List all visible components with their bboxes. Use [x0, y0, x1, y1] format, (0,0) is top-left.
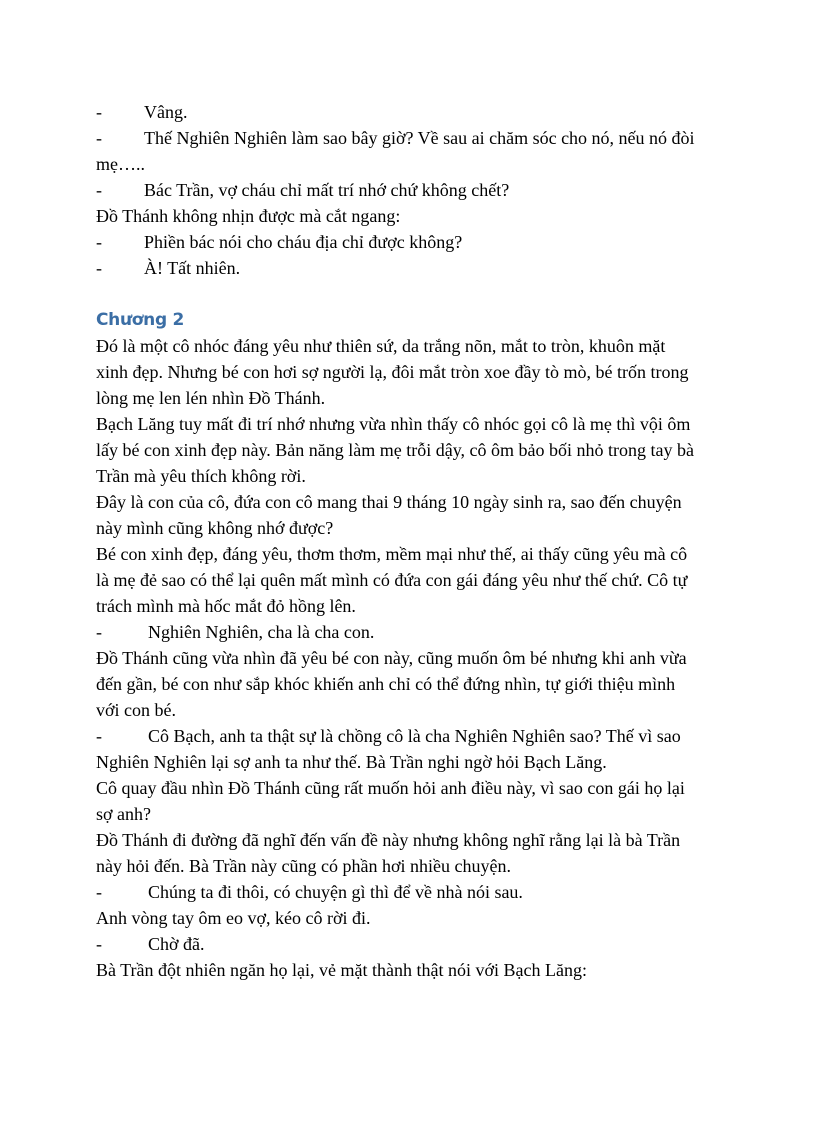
dialogue-text: À! Tất nhiên.: [144, 258, 241, 278]
dialogue-dash: -: [96, 258, 102, 278]
text-line: mẹ…..: [96, 154, 145, 174]
text-line: Đồ Thánh đi đường đã nghĩ đến vấn đề này nhưng không nghĩ rằng lại là bà Trần: [96, 830, 681, 850]
text-line: lòng mẹ len lén nhìn Đồ Thánh.: [96, 388, 326, 408]
text-line: Trần mà yêu thích không rời.: [96, 466, 306, 486]
dialogue-dash: -: [96, 622, 102, 642]
dialogue-dash: -: [96, 726, 102, 746]
text-line: xinh đẹp. Nhưng bé con hơi sợ người lạ, đôi mắt tròn xoe đầy tò mò, bé trốn trong: [96, 362, 689, 382]
text-line: Bà Trần đột nhiên ngăn họ lại, vẻ mặt thành thật nói với Bạch Lăng:: [96, 960, 587, 980]
dialogue-line: [96, 931, 736, 957]
dialogue-text: Vâng.: [144, 102, 188, 122]
dialogue-text: Bác Trần, vợ cháu chỉ mất trí nhớ chứ không chết?: [144, 180, 510, 200]
text-line: Đây là con của cô, đứa con cô mang thai 9 tháng 10 ngày sinh ra, sao đến chuyện: [96, 492, 682, 512]
dialogue-line: [96, 177, 736, 203]
text-line: Đồ Thánh cũng vừa nhìn đã yêu bé con này, cũng muốn ôm bé nhưng khi anh vừa: [96, 648, 687, 668]
text-line: Đồ Thánh không nhịn được mà cắt ngang:: [96, 206, 401, 226]
text-line: trách mình mà hốc mắt đỏ hồng lên.: [96, 596, 356, 616]
text-line: Đó là một cô nhóc đáng yêu như thiên sứ, da trắng nõn, mắt to tròn, khuôn mặt: [96, 336, 666, 356]
dialogue-dash: -: [96, 232, 102, 252]
text-line: lấy bé con xinh đẹp này. Bản năng làm mẹ trỗi dậy, cô ôm bảo bối nhỏ trong tay bà: [96, 440, 695, 460]
dialogue-text: Chờ đã.: [148, 934, 205, 954]
text-line: là mẹ đẻ sao có thể lại quên mất mình có đứa con gái đáng yêu như thế chứ. Cô tự: [96, 570, 688, 590]
document-page: [96, 99, 736, 983]
text-line: Bạch Lăng tuy mất đi trí nhớ nhưng vừa nhìn thấy cô nhóc gọi cô là mẹ thì vội ôm: [96, 414, 691, 434]
dialogue-line: [96, 619, 736, 645]
dialogue-dash: -: [96, 180, 102, 200]
dialogue-line: [96, 723, 736, 749]
text-line: này mình cũng không nhớ được?: [96, 518, 334, 538]
text-line: Bé con xinh đẹp, đáng yêu, thơm thơm, mềm mại như thế, ai thấy cũng yêu mà cô: [96, 544, 688, 564]
text-line: sợ anh?: [96, 804, 152, 824]
dialogue-dash: -: [96, 934, 102, 954]
dialogue-text: Nghiên Nghiên, cha là cha con.: [148, 622, 375, 642]
text-line: Anh vòng tay ôm eo vợ, kéo cô rời đi.: [96, 908, 371, 928]
chapter-heading: Chương 2: [96, 310, 184, 330]
dialogue-dash: -: [96, 882, 102, 902]
dialogue-line: [96, 99, 736, 125]
text-line: này hỏi đến. Bà Trần này cũng có phần hơi nhiều chuyện.: [96, 856, 511, 876]
dialogue-text: Chúng ta đi thôi, có chuyện gì thì để về nhà nói sau.: [148, 882, 523, 902]
dialogue-text: Phiền bác nói cho cháu địa chỉ được không?: [144, 232, 463, 252]
dialogue-text: Cô Bạch, anh ta thật sự là chồng cô là cha Nghiên Nghiên sao? Thế vì sao: [148, 726, 681, 746]
text-line: Cô quay đầu nhìn Đồ Thánh cũng rất muốn hỏi anh điều này, vì sao con gái họ lại: [96, 778, 685, 798]
dialogue-dash: -: [96, 102, 102, 122]
text-line: với con bé.: [96, 700, 176, 720]
dialogue-line: [96, 879, 736, 905]
dialogue-dash: -: [96, 128, 102, 148]
dialogue-text: Thế Nghiên Nghiên làm sao bây giờ? Về sau ai chăm sóc cho nó, nếu nó đòi: [144, 128, 695, 148]
dialogue-line: [96, 125, 736, 151]
dialogue-line: [96, 255, 736, 281]
text-line: đến gần, bé con như sắp khóc khiến anh chỉ có thể đứng nhìn, tự giới thiệu mình: [96, 674, 676, 694]
text-line: Nghiên Nghiên lại sợ anh ta như thế. Bà Trần nghi ngờ hỏi Bạch Lăng.: [96, 752, 607, 772]
dialogue-line: [96, 229, 736, 255]
